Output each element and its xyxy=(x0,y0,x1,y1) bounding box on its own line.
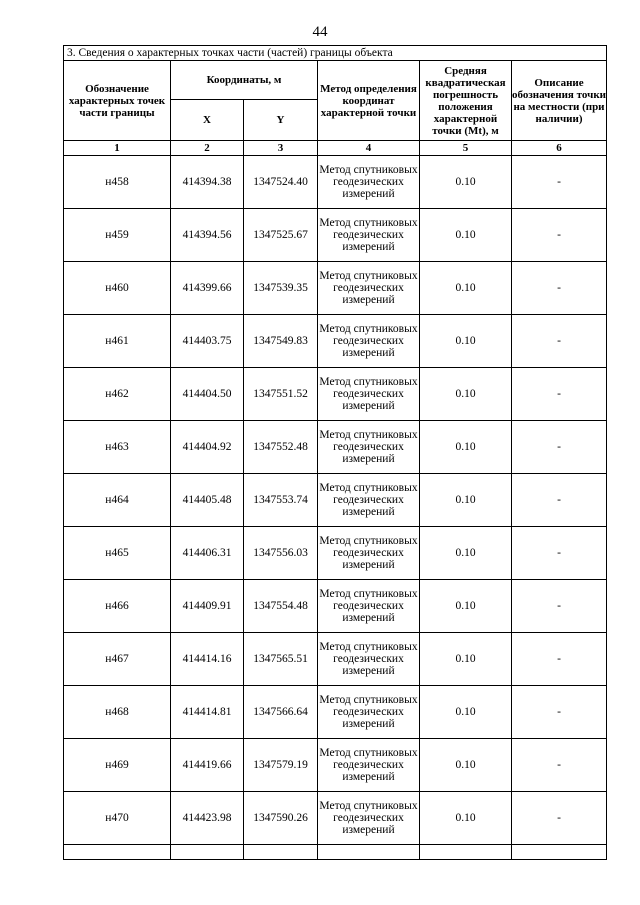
coordinate-y: 1347549.83 xyxy=(244,315,318,368)
table-body xyxy=(64,46,607,860)
empty-cell xyxy=(512,845,607,860)
method-cell: Метод спутниковых геодезических измерений xyxy=(318,686,420,739)
method-cell: Метод спутниковых геодезических измерений xyxy=(318,792,420,845)
coordinate-x: 414403.75 xyxy=(171,315,244,368)
error-cell: 0.10 xyxy=(420,739,512,792)
coordinate-y: 1347556.03 xyxy=(244,527,318,580)
header-x: X xyxy=(171,100,244,141)
column-number: 2 xyxy=(171,141,244,156)
table-row xyxy=(64,580,607,633)
coordinate-y: 1347539.35 xyxy=(244,262,318,315)
column-number-row xyxy=(64,141,607,156)
table-row xyxy=(64,209,607,262)
coordinate-x: 414405.48 xyxy=(171,474,244,527)
coordinate-x: 414406.31 xyxy=(171,527,244,580)
point-designation: н464 xyxy=(64,474,171,527)
point-designation: н461 xyxy=(64,315,171,368)
coordinate-x: 414419.66 xyxy=(171,739,244,792)
header-method: Метод определения координат характерной точки xyxy=(318,61,420,141)
table-row xyxy=(64,739,607,792)
column-number: 4 xyxy=(318,141,420,156)
error-cell: 0.10 xyxy=(420,209,512,262)
method-cell: Метод спутниковых геодезических измерений xyxy=(318,368,420,421)
method-cell: Метод спутниковых геодезических измерений xyxy=(318,315,420,368)
point-designation: н468 xyxy=(64,686,171,739)
coordinate-x: 414394.38 xyxy=(171,156,244,209)
point-designation: н463 xyxy=(64,421,171,474)
error-cell: 0.10 xyxy=(420,792,512,845)
point-designation: н465 xyxy=(64,527,171,580)
method-cell: Метод спутниковых геодезических измерений xyxy=(318,156,420,209)
coordinate-y: 1347552.48 xyxy=(244,421,318,474)
point-designation: н459 xyxy=(64,209,171,262)
point-designation: н460 xyxy=(64,262,171,315)
error-cell: 0.10 xyxy=(420,262,512,315)
header-row-top xyxy=(64,61,607,100)
empty-cell xyxy=(420,845,512,860)
error-cell: 0.10 xyxy=(420,421,512,474)
description-cell: - xyxy=(512,262,607,315)
header-designation: Обозначение характерных точек части границы xyxy=(64,61,171,141)
header-y: Y xyxy=(244,100,318,141)
point-designation: н462 xyxy=(64,368,171,421)
coordinate-x: 414404.50 xyxy=(171,368,244,421)
coordinate-x: 414423.98 xyxy=(171,792,244,845)
coordinate-x: 414409.91 xyxy=(171,580,244,633)
point-designation: н458 xyxy=(64,156,171,209)
method-cell: Метод спутниковых геодезических измерений xyxy=(318,209,420,262)
description-cell: - xyxy=(512,633,607,686)
coordinate-x: 414404.92 xyxy=(171,421,244,474)
column-number: 6 xyxy=(512,141,607,156)
description-cell: - xyxy=(512,739,607,792)
empty-cell xyxy=(318,845,420,860)
point-designation: н466 xyxy=(64,580,171,633)
table-row xyxy=(64,315,607,368)
method-cell: Метод спутниковых геодезических измерений xyxy=(318,474,420,527)
table-row xyxy=(64,368,607,421)
table-row xyxy=(64,156,607,209)
error-cell: 0.10 xyxy=(420,474,512,527)
point-designation: н467 xyxy=(64,633,171,686)
empty-row xyxy=(64,845,607,860)
error-cell: 0.10 xyxy=(420,315,512,368)
point-designation: н470 xyxy=(64,792,171,845)
description-cell: - xyxy=(512,686,607,739)
method-cell: Метод спутниковых геодезических измерений xyxy=(318,262,420,315)
error-cell: 0.10 xyxy=(420,527,512,580)
coordinate-y: 1347554.48 xyxy=(244,580,318,633)
coordinate-y: 1347565.51 xyxy=(244,633,318,686)
page-number: 44 xyxy=(312,24,328,40)
description-cell: - xyxy=(512,421,607,474)
header-error: Средняя квадратическая погрешность положения характерной точки (Mt), м xyxy=(420,61,512,141)
description-cell: - xyxy=(512,792,607,845)
error-cell: 0.10 xyxy=(420,580,512,633)
coordinate-y: 1347590.26 xyxy=(244,792,318,845)
empty-cell xyxy=(244,845,318,860)
table-row xyxy=(64,474,607,527)
coordinate-y: 1347524.40 xyxy=(244,156,318,209)
coordinate-y: 1347579.19 xyxy=(244,739,318,792)
description-cell: - xyxy=(512,156,607,209)
column-number: 5 xyxy=(420,141,512,156)
error-cell: 0.10 xyxy=(420,368,512,421)
method-cell: Метод спутниковых геодезических измерений xyxy=(318,421,420,474)
column-number: 1 xyxy=(64,141,171,156)
error-cell: 0.10 xyxy=(420,156,512,209)
header-description: Описание обозначения точки на местности (при наличии) xyxy=(512,61,607,141)
description-cell: - xyxy=(512,315,607,368)
method-cell: Метод спутниковых геодезических измерений xyxy=(318,527,420,580)
description-cell: - xyxy=(512,474,607,527)
coordinate-y: 1347551.52 xyxy=(244,368,318,421)
method-cell: Метод спутниковых геодезических измерений xyxy=(318,580,420,633)
coordinate-x: 414414.81 xyxy=(171,686,244,739)
coordinate-x: 414394.56 xyxy=(171,209,244,262)
point-designation: н469 xyxy=(64,739,171,792)
table-row xyxy=(64,633,607,686)
table-row xyxy=(64,527,607,580)
coordinate-y: 1347553.74 xyxy=(244,474,318,527)
description-cell: - xyxy=(512,580,607,633)
method-cell: Метод спутниковых геодезических измерений xyxy=(318,633,420,686)
method-cell: Метод спутниковых геодезических измерений xyxy=(318,739,420,792)
caption-row xyxy=(64,46,607,61)
coordinate-x: 414399.66 xyxy=(171,262,244,315)
table-row xyxy=(64,262,607,315)
description-cell: - xyxy=(512,209,607,262)
header-coordinates: Координаты, м xyxy=(171,61,318,100)
table-row xyxy=(64,792,607,845)
section-caption: 3. Сведения о характерных точках части (частей) границы объекта xyxy=(64,46,607,61)
coordinate-y: 1347566.64 xyxy=(244,686,318,739)
boundary-points-table xyxy=(63,45,607,860)
error-cell: 0.10 xyxy=(420,633,512,686)
table-row xyxy=(64,421,607,474)
empty-cell xyxy=(171,845,244,860)
coordinate-x: 414414.16 xyxy=(171,633,244,686)
description-cell: - xyxy=(512,368,607,421)
column-number: 3 xyxy=(244,141,318,156)
coordinate-y: 1347525.67 xyxy=(244,209,318,262)
error-cell: 0.10 xyxy=(420,686,512,739)
table-row xyxy=(64,686,607,739)
empty-cell xyxy=(64,845,171,860)
description-cell: - xyxy=(512,527,607,580)
